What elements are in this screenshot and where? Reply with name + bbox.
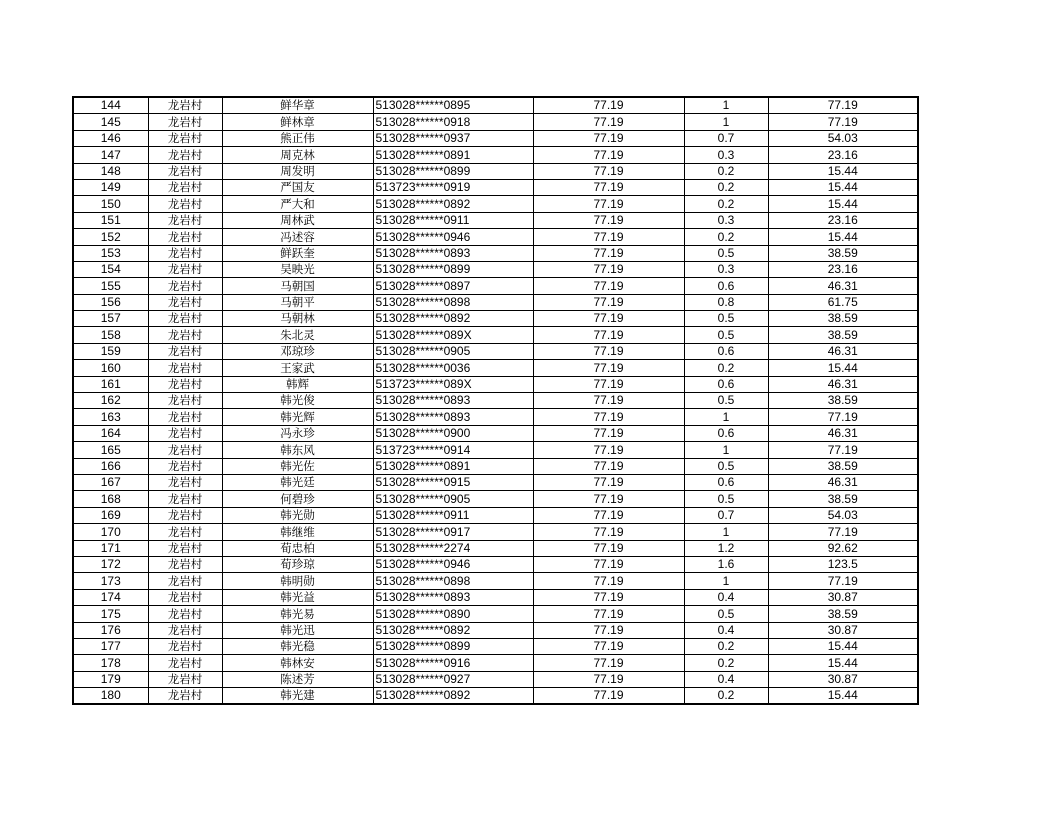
name-cell: 严国友: [222, 179, 373, 195]
id-number-cell: 513028******0890: [373, 606, 533, 622]
area-cell: 77.19: [533, 294, 684, 310]
id-number-cell: 513723******089X: [373, 376, 533, 392]
village-cell: 龙岩村: [148, 393, 222, 409]
table-row: [73, 442, 918, 458]
village-cell: 龙岩村: [148, 425, 222, 441]
id-number-cell: 513028******0899: [373, 261, 533, 277]
area-cell: 77.19: [533, 130, 684, 146]
name-cell: 韩光易: [222, 606, 373, 622]
id-number-cell: 513028******0892: [373, 622, 533, 638]
ratio-cell: 1: [684, 409, 768, 425]
ratio-cell: 0.4: [684, 671, 768, 687]
ratio-cell: 0.5: [684, 491, 768, 507]
village-cell: 龙岩村: [148, 212, 222, 228]
name-cell: 严大和: [222, 196, 373, 212]
row-number-cell: 160: [73, 360, 148, 376]
name-cell: 荀珍琼: [222, 556, 373, 572]
name-cell: 荀忠柏: [222, 540, 373, 556]
row-number-cell: 154: [73, 261, 148, 277]
table-row: [73, 97, 918, 114]
id-number-cell: 513723******0919: [373, 179, 533, 195]
amount-cell: 46.31: [768, 425, 918, 441]
area-cell: 77.19: [533, 655, 684, 671]
amount-cell: 38.59: [768, 393, 918, 409]
amount-cell: 46.31: [768, 278, 918, 294]
village-cell: 龙岩村: [148, 458, 222, 474]
row-number-cell: 156: [73, 294, 148, 310]
area-cell: 77.19: [533, 671, 684, 687]
ratio-cell: 0.2: [684, 360, 768, 376]
ratio-cell: 1.2: [684, 540, 768, 556]
table-row: [73, 393, 918, 409]
village-cell: 龙岩村: [148, 311, 222, 327]
name-cell: 韩光勋: [222, 507, 373, 523]
area-cell: 77.19: [533, 606, 684, 622]
id-number-cell: 513028******0893: [373, 409, 533, 425]
village-cell: 龙岩村: [148, 474, 222, 490]
amount-cell: 46.31: [768, 474, 918, 490]
ratio-cell: 1: [684, 97, 768, 114]
table-row: [73, 458, 918, 474]
amount-cell: 77.19: [768, 97, 918, 114]
table-row: [73, 655, 918, 671]
table-row: [73, 179, 918, 195]
amount-cell: 38.59: [768, 311, 918, 327]
area-cell: 77.19: [533, 212, 684, 228]
id-number-cell: 513028******0899: [373, 163, 533, 179]
ratio-cell: 0.6: [684, 425, 768, 441]
row-number-cell: 166: [73, 458, 148, 474]
amount-cell: 77.19: [768, 114, 918, 130]
table-row: [73, 327, 918, 343]
ratio-cell: 0.2: [684, 638, 768, 654]
row-number-cell: 172: [73, 556, 148, 572]
area-cell: 77.19: [533, 376, 684, 392]
table-row: [73, 229, 918, 245]
id-number-cell: 513028******0905: [373, 343, 533, 359]
id-number-cell: 513028******089X: [373, 327, 533, 343]
id-number-cell: 513028******0897: [373, 278, 533, 294]
id-number-cell: 513028******0892: [373, 196, 533, 212]
area-cell: 77.19: [533, 114, 684, 130]
amount-cell: 15.44: [768, 196, 918, 212]
row-number-cell: 176: [73, 622, 148, 638]
row-number-cell: 157: [73, 311, 148, 327]
area-cell: 77.19: [533, 622, 684, 638]
village-cell: 龙岩村: [148, 376, 222, 392]
id-number-cell: 513028******2274: [373, 540, 533, 556]
row-number-cell: 148: [73, 163, 148, 179]
name-cell: 周林武: [222, 212, 373, 228]
name-cell: 马朝国: [222, 278, 373, 294]
amount-cell: 15.44: [768, 179, 918, 195]
amount-cell: 23.16: [768, 261, 918, 277]
id-number-cell: 513723******0914: [373, 442, 533, 458]
id-number-cell: 513028******0905: [373, 491, 533, 507]
row-number-cell: 167: [73, 474, 148, 490]
village-cell: 龙岩村: [148, 622, 222, 638]
row-number-cell: 165: [73, 442, 148, 458]
amount-cell: 46.31: [768, 376, 918, 392]
row-number-cell: 152: [73, 229, 148, 245]
amount-cell: 54.03: [768, 130, 918, 146]
village-cell: 龙岩村: [148, 229, 222, 245]
amount-cell: 23.16: [768, 147, 918, 163]
area-cell: 77.19: [533, 589, 684, 605]
row-number-cell: 171: [73, 540, 148, 556]
name-cell: 韩继维: [222, 524, 373, 540]
village-cell: 龙岩村: [148, 491, 222, 507]
ratio-cell: 1.6: [684, 556, 768, 572]
data-table: [72, 96, 919, 705]
row-number-cell: 164: [73, 425, 148, 441]
village-cell: 龙岩村: [148, 556, 222, 572]
name-cell: 韩光辉: [222, 409, 373, 425]
row-number-cell: 161: [73, 376, 148, 392]
amount-cell: 23.16: [768, 212, 918, 228]
table-row: [73, 622, 918, 638]
amount-cell: 15.44: [768, 229, 918, 245]
area-cell: 77.19: [533, 196, 684, 212]
village-cell: 龙岩村: [148, 294, 222, 310]
row-number-cell: 178: [73, 655, 148, 671]
ratio-cell: 0.2: [684, 163, 768, 179]
ratio-cell: 0.7: [684, 507, 768, 523]
amount-cell: 77.19: [768, 524, 918, 540]
ratio-cell: 0.4: [684, 589, 768, 605]
id-number-cell: 513028******0911: [373, 212, 533, 228]
id-number-cell: 513028******0893: [373, 589, 533, 605]
area-cell: 77.19: [533, 261, 684, 277]
ratio-cell: 1: [684, 524, 768, 540]
amount-cell: 15.44: [768, 638, 918, 654]
village-cell: 龙岩村: [148, 343, 222, 359]
table-row: [73, 638, 918, 654]
village-cell: 龙岩村: [148, 655, 222, 671]
name-cell: 韩光俊: [222, 393, 373, 409]
village-cell: 龙岩村: [148, 245, 222, 261]
table-row: [73, 245, 918, 261]
name-cell: 韩明勋: [222, 573, 373, 589]
ratio-cell: 0.3: [684, 212, 768, 228]
id-number-cell: 513028******0917: [373, 524, 533, 540]
table-row: [73, 343, 918, 359]
amount-cell: 30.87: [768, 622, 918, 638]
ratio-cell: 0.3: [684, 261, 768, 277]
area-cell: 77.19: [533, 474, 684, 490]
name-cell: 周克林: [222, 147, 373, 163]
name-cell: 韩光稳: [222, 638, 373, 654]
row-number-cell: 174: [73, 589, 148, 605]
id-number-cell: 513028******0893: [373, 393, 533, 409]
amount-cell: 30.87: [768, 671, 918, 687]
name-cell: 陈述芳: [222, 671, 373, 687]
table-row: [73, 261, 918, 277]
name-cell: 韩东风: [222, 442, 373, 458]
row-number-cell: 155: [73, 278, 148, 294]
id-number-cell: 513028******0946: [373, 556, 533, 572]
village-cell: 龙岩村: [148, 163, 222, 179]
row-number-cell: 179: [73, 671, 148, 687]
area-cell: 77.19: [533, 343, 684, 359]
name-cell: 朱北灵: [222, 327, 373, 343]
name-cell: 韩光廷: [222, 474, 373, 490]
ratio-cell: 0.2: [684, 229, 768, 245]
area-cell: 77.19: [533, 573, 684, 589]
amount-cell: 46.31: [768, 343, 918, 359]
village-cell: 龙岩村: [148, 671, 222, 687]
ratio-cell: 0.3: [684, 147, 768, 163]
area-cell: 77.19: [533, 540, 684, 556]
area-cell: 77.19: [533, 311, 684, 327]
row-number-cell: 150: [73, 196, 148, 212]
village-cell: 龙岩村: [148, 573, 222, 589]
area-cell: 77.19: [533, 442, 684, 458]
row-number-cell: 147: [73, 147, 148, 163]
ratio-cell: 0.4: [684, 622, 768, 638]
amount-cell: 15.44: [768, 360, 918, 376]
table-row: [73, 147, 918, 163]
row-number-cell: 162: [73, 393, 148, 409]
name-cell: 邓琼珍: [222, 343, 373, 359]
area-cell: 77.19: [533, 278, 684, 294]
row-number-cell: 145: [73, 114, 148, 130]
village-cell: 龙岩村: [148, 409, 222, 425]
ratio-cell: 0.2: [684, 655, 768, 671]
id-number-cell: 513028******0895: [373, 97, 533, 114]
table-row: [73, 688, 918, 705]
ratio-cell: 0.7: [684, 130, 768, 146]
amount-cell: 92.62: [768, 540, 918, 556]
area-cell: 77.19: [533, 163, 684, 179]
table-row: [73, 409, 918, 425]
id-number-cell: 513028******0918: [373, 114, 533, 130]
id-number-cell: 513028******0898: [373, 294, 533, 310]
name-cell: 马朝平: [222, 294, 373, 310]
ratio-cell: 0.5: [684, 606, 768, 622]
table-body: [73, 97, 918, 704]
area-cell: 77.19: [533, 147, 684, 163]
row-number-cell: 170: [73, 524, 148, 540]
area-cell: 77.19: [533, 229, 684, 245]
village-cell: 龙岩村: [148, 442, 222, 458]
id-number-cell: 513028******0916: [373, 655, 533, 671]
table-row: [73, 114, 918, 130]
amount-cell: 77.19: [768, 409, 918, 425]
area-cell: 77.19: [533, 507, 684, 523]
id-number-cell: 513028******0891: [373, 147, 533, 163]
table-row: [73, 671, 918, 687]
village-cell: 龙岩村: [148, 196, 222, 212]
amount-cell: 38.59: [768, 458, 918, 474]
ratio-cell: 0.5: [684, 245, 768, 261]
table-row: [73, 294, 918, 310]
amount-cell: 38.59: [768, 245, 918, 261]
amount-cell: 123.5: [768, 556, 918, 572]
ratio-cell: 1: [684, 114, 768, 130]
village-cell: 龙岩村: [148, 130, 222, 146]
area-cell: 77.19: [533, 393, 684, 409]
area-cell: 77.19: [533, 97, 684, 114]
id-number-cell: 513028******0911: [373, 507, 533, 523]
table-row: [73, 573, 918, 589]
amount-cell: 38.59: [768, 606, 918, 622]
name-cell: 鲜林章: [222, 114, 373, 130]
id-number-cell: 513028******0927: [373, 671, 533, 687]
row-number-cell: 168: [73, 491, 148, 507]
row-number-cell: 173: [73, 573, 148, 589]
village-cell: 龙岩村: [148, 524, 222, 540]
row-number-cell: 177: [73, 638, 148, 654]
village-cell: 龙岩村: [148, 360, 222, 376]
village-cell: 龙岩村: [148, 589, 222, 605]
amount-cell: 15.44: [768, 163, 918, 179]
id-number-cell: 513028******0915: [373, 474, 533, 490]
village-cell: 龙岩村: [148, 179, 222, 195]
village-cell: 龙岩村: [148, 261, 222, 277]
area-cell: 77.19: [533, 556, 684, 572]
area-cell: 77.19: [533, 491, 684, 507]
amount-cell: 61.75: [768, 294, 918, 310]
row-number-cell: 158: [73, 327, 148, 343]
name-cell: 鲜跃奎: [222, 245, 373, 261]
amount-cell: 15.44: [768, 688, 918, 705]
ratio-cell: 0.6: [684, 343, 768, 359]
table-row: [73, 425, 918, 441]
table-row: [73, 163, 918, 179]
table-row: [73, 130, 918, 146]
table-row: [73, 278, 918, 294]
id-number-cell: 513028******0892: [373, 688, 533, 705]
area-cell: 77.19: [533, 327, 684, 343]
name-cell: 何碧珍: [222, 491, 373, 507]
table-row: [73, 491, 918, 507]
area-cell: 77.19: [533, 360, 684, 376]
village-cell: 龙岩村: [148, 507, 222, 523]
name-cell: 冯述容: [222, 229, 373, 245]
name-cell: 韩光迅: [222, 622, 373, 638]
name-cell: 韩林安: [222, 655, 373, 671]
ratio-cell: 0.5: [684, 393, 768, 409]
id-number-cell: 513028******0898: [373, 573, 533, 589]
row-number-cell: 163: [73, 409, 148, 425]
ratio-cell: 0.2: [684, 196, 768, 212]
ratio-cell: 0.8: [684, 294, 768, 310]
name-cell: 韩光佐: [222, 458, 373, 474]
village-cell: 龙岩村: [148, 688, 222, 705]
id-number-cell: 513028******0946: [373, 229, 533, 245]
table-row: [73, 212, 918, 228]
village-cell: 龙岩村: [148, 327, 222, 343]
village-cell: 龙岩村: [148, 606, 222, 622]
area-cell: 77.19: [533, 179, 684, 195]
ratio-cell: 0.6: [684, 474, 768, 490]
row-number-cell: 175: [73, 606, 148, 622]
row-number-cell: 169: [73, 507, 148, 523]
table-row: [73, 556, 918, 572]
row-number-cell: 151: [73, 212, 148, 228]
row-number-cell: 144: [73, 97, 148, 114]
table-row: [73, 507, 918, 523]
name-cell: 韩光益: [222, 589, 373, 605]
table-row: [73, 606, 918, 622]
ratio-cell: 0.2: [684, 179, 768, 195]
table-row: [73, 474, 918, 490]
village-cell: 龙岩村: [148, 278, 222, 294]
name-cell: 韩光建: [222, 688, 373, 705]
row-number-cell: 159: [73, 343, 148, 359]
amount-cell: 15.44: [768, 655, 918, 671]
name-cell: 韩辉: [222, 376, 373, 392]
id-number-cell: 513028******0900: [373, 425, 533, 441]
area-cell: 77.19: [533, 245, 684, 261]
id-number-cell: 513028******0036: [373, 360, 533, 376]
area-cell: 77.19: [533, 524, 684, 540]
area-cell: 77.19: [533, 409, 684, 425]
row-number-cell: 149: [73, 179, 148, 195]
name-cell: 马朝林: [222, 311, 373, 327]
amount-cell: 77.19: [768, 573, 918, 589]
ratio-cell: 0.5: [684, 311, 768, 327]
id-number-cell: 513028******0893: [373, 245, 533, 261]
ratio-cell: 1: [684, 442, 768, 458]
ratio-cell: 0.6: [684, 278, 768, 294]
id-number-cell: 513028******0937: [373, 130, 533, 146]
ratio-cell: 0.6: [684, 376, 768, 392]
name-cell: 鲜华章: [222, 97, 373, 114]
amount-cell: 38.59: [768, 491, 918, 507]
amount-cell: 38.59: [768, 327, 918, 343]
ratio-cell: 1: [684, 573, 768, 589]
ratio-cell: 0.5: [684, 327, 768, 343]
id-number-cell: 513028******0899: [373, 638, 533, 654]
village-cell: 龙岩村: [148, 114, 222, 130]
row-number-cell: 146: [73, 130, 148, 146]
id-number-cell: 513028******0891: [373, 458, 533, 474]
table-row: [73, 196, 918, 212]
area-cell: 77.19: [533, 458, 684, 474]
village-cell: 龙岩村: [148, 97, 222, 114]
amount-cell: 54.03: [768, 507, 918, 523]
ratio-cell: 0.5: [684, 458, 768, 474]
amount-cell: 77.19: [768, 442, 918, 458]
village-cell: 龙岩村: [148, 540, 222, 556]
row-number-cell: 180: [73, 688, 148, 705]
amount-cell: 30.87: [768, 589, 918, 605]
table-row: [73, 376, 918, 392]
id-number-cell: 513028******0892: [373, 311, 533, 327]
table-row: [73, 524, 918, 540]
village-cell: 龙岩村: [148, 638, 222, 654]
table-row: [73, 540, 918, 556]
area-cell: 77.19: [533, 425, 684, 441]
name-cell: 熊正伟: [222, 130, 373, 146]
name-cell: 周发明: [222, 163, 373, 179]
name-cell: 冯永珍: [222, 425, 373, 441]
area-cell: 77.19: [533, 638, 684, 654]
table-row: [73, 360, 918, 376]
village-cell: 龙岩村: [148, 147, 222, 163]
table-row: [73, 311, 918, 327]
name-cell: 吴映光: [222, 261, 373, 277]
ratio-cell: 0.2: [684, 688, 768, 705]
table-row: [73, 589, 918, 605]
name-cell: 王家武: [222, 360, 373, 376]
area-cell: 77.19: [533, 688, 684, 705]
row-number-cell: 153: [73, 245, 148, 261]
